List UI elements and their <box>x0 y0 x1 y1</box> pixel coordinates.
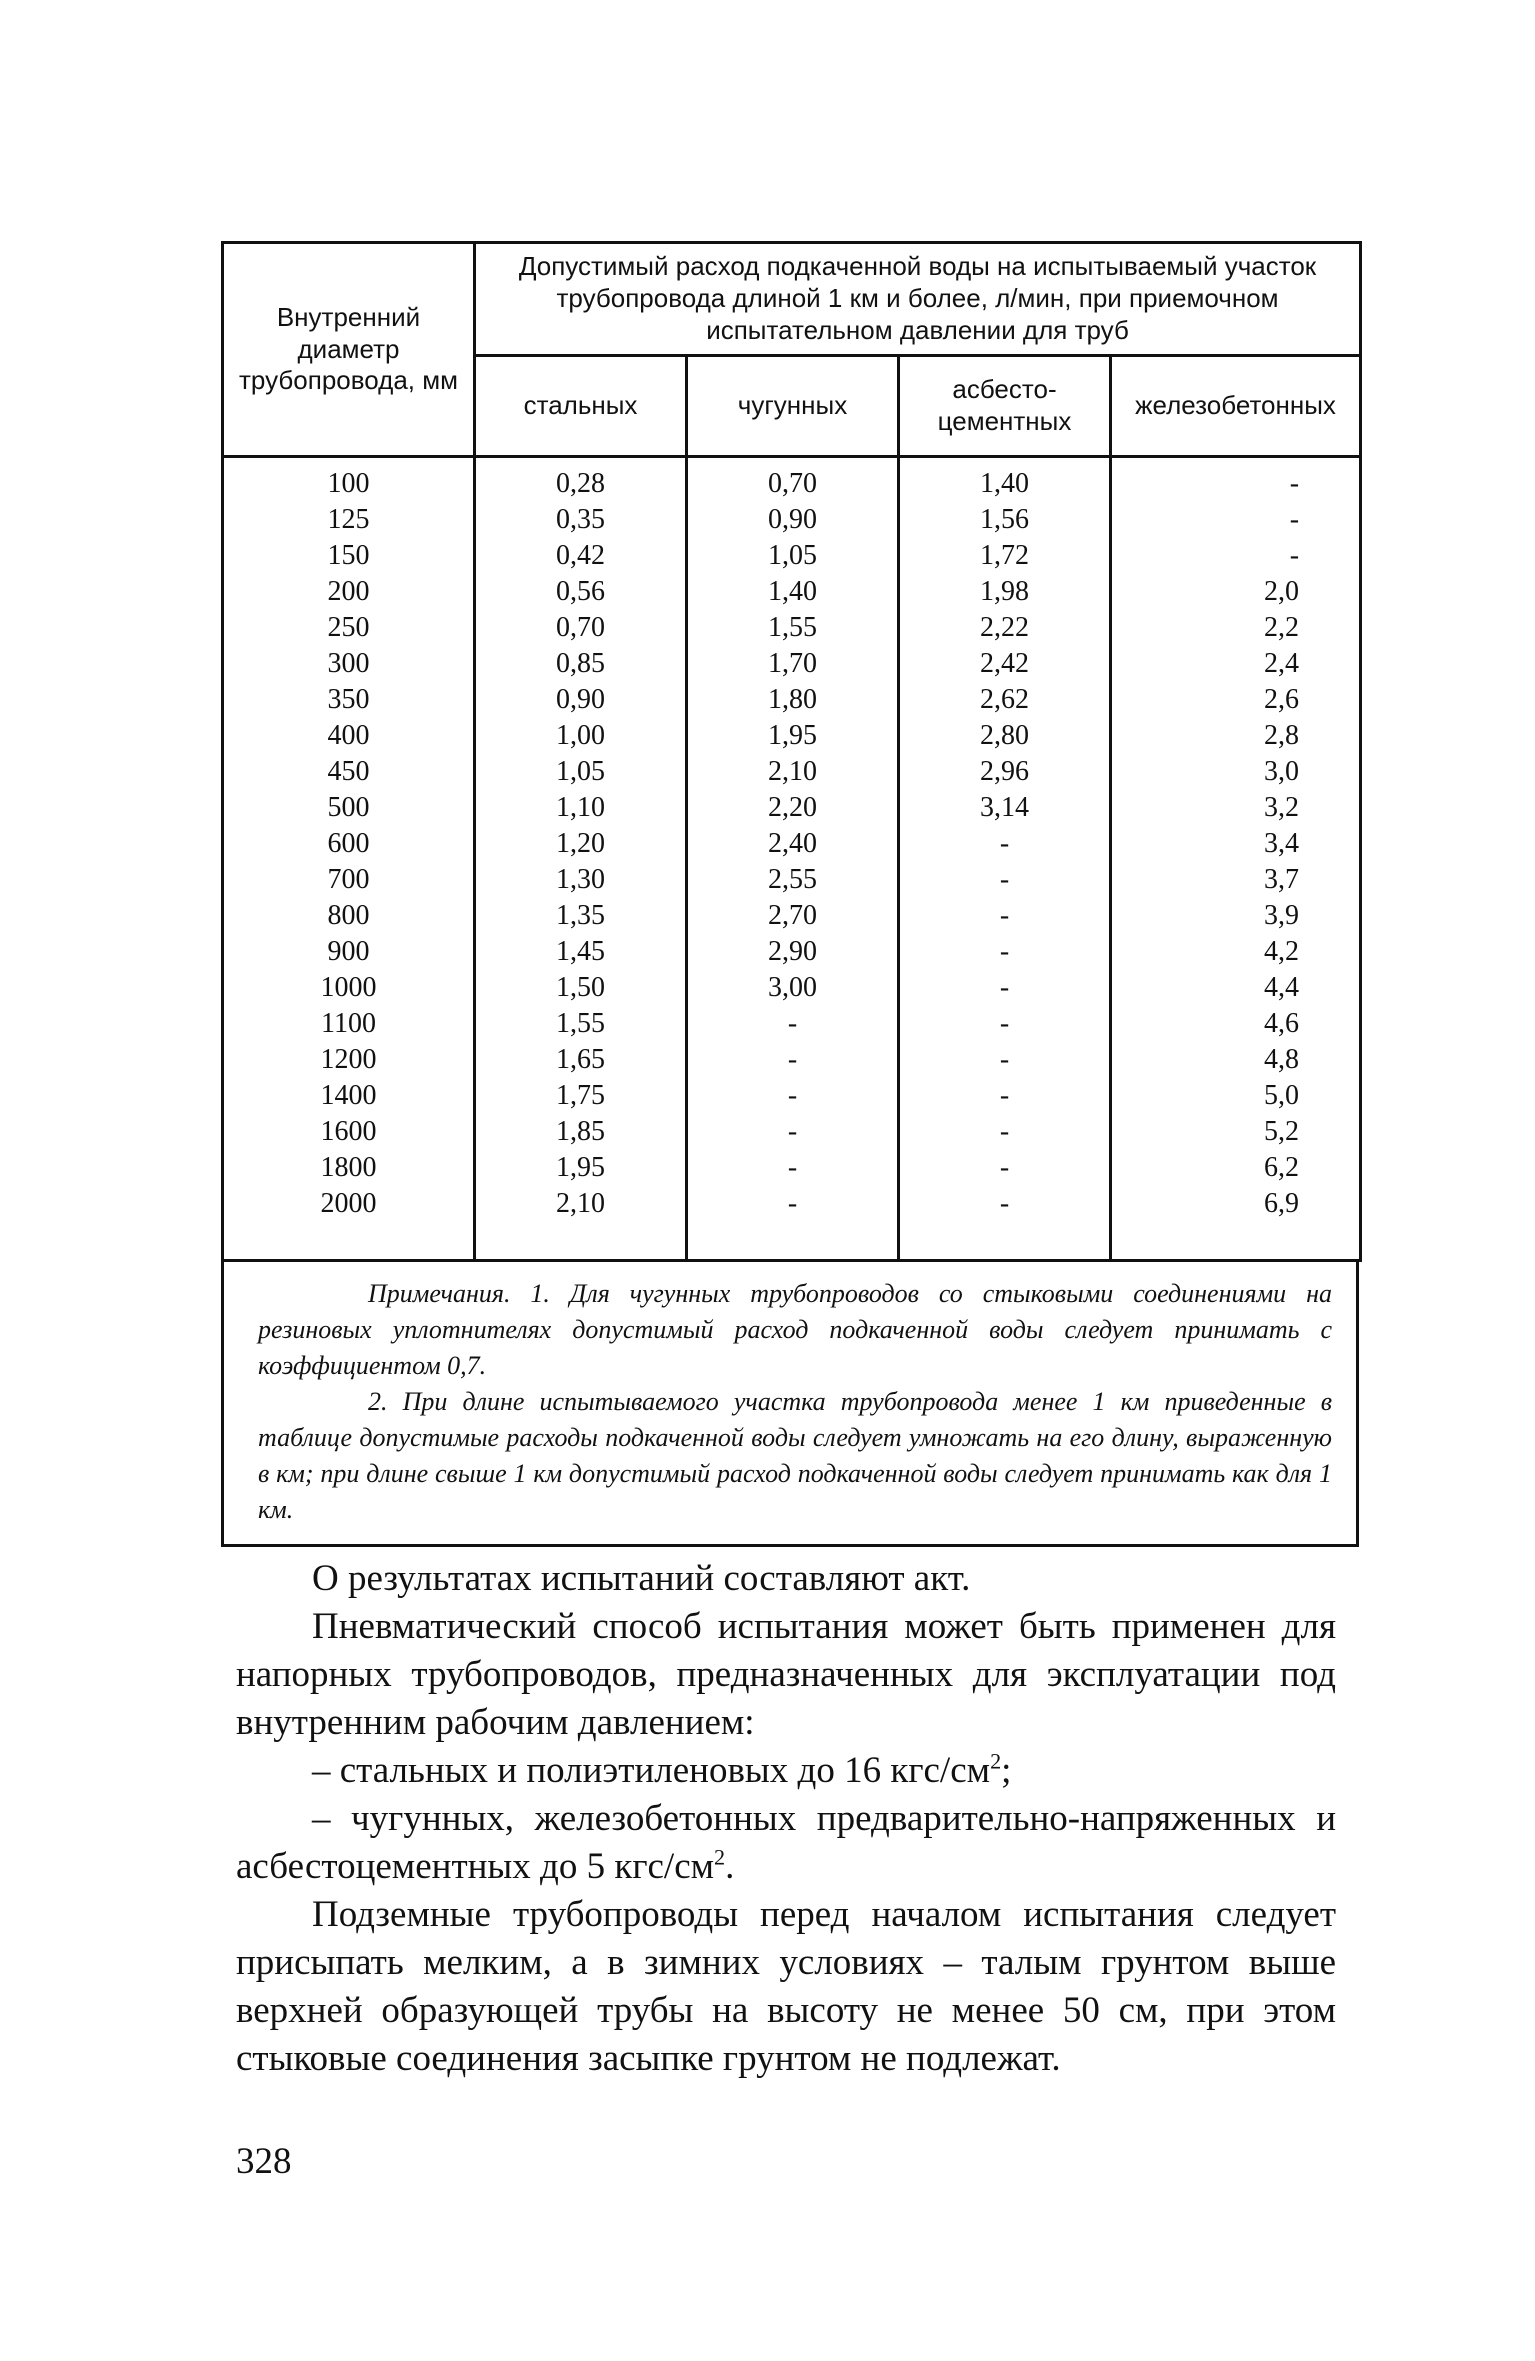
table-row <box>223 718 1361 754</box>
table-row <box>223 1114 1361 1150</box>
cell-asbestos: 2,80 <box>899 718 1111 754</box>
cell-steel: 1,35 <box>475 898 687 934</box>
cell-concrete: - <box>1111 457 1361 503</box>
cell-diameter: 125 <box>223 502 475 538</box>
cell-steel: 1,00 <box>475 718 687 754</box>
cell-concrete: 4,6 <box>1111 1006 1361 1042</box>
cell-steel: 0,70 <box>475 610 687 646</box>
cell-steel: 1,75 <box>475 1078 687 1114</box>
cell-cast-iron: - <box>687 1078 899 1114</box>
cell-steel: 1,45 <box>475 934 687 970</box>
cell-steel: 1,55 <box>475 1006 687 1042</box>
body-text <box>236 1555 1336 2083</box>
cell-cast-iron: - <box>687 1006 899 1042</box>
cell-cast-iron: 2,20 <box>687 790 899 826</box>
cell-concrete: 3,9 <box>1111 898 1361 934</box>
list-item-steel-end: ; <box>1001 1750 1012 1791</box>
cell-cast-iron: 2,70 <box>687 898 899 934</box>
cell-cast-iron: 1,70 <box>687 646 899 682</box>
header-steel: стальных <box>475 356 687 457</box>
cell-diameter: 700 <box>223 862 475 898</box>
cell-concrete: 5,0 <box>1111 1078 1361 1114</box>
cell-asbestos: - <box>899 1078 1111 1114</box>
cell-diameter: 150 <box>223 538 475 574</box>
table-row <box>223 502 1361 538</box>
cell-asbestos: 1,98 <box>899 574 1111 610</box>
cell-diameter: 300 <box>223 646 475 682</box>
table-row <box>223 1186 1361 1262</box>
cell-asbestos: - <box>899 1006 1111 1042</box>
cell-cast-iron: 1,55 <box>687 610 899 646</box>
cell-asbestos: - <box>899 826 1111 862</box>
cell-diameter: 1400 <box>223 1078 475 1114</box>
cell-asbestos: - <box>899 862 1111 898</box>
cell-concrete: 4,2 <box>1111 934 1361 970</box>
header-concrete: железобетонных <box>1111 356 1361 457</box>
cell-cast-iron: 2,55 <box>687 862 899 898</box>
cell-concrete: 5,2 <box>1111 1114 1361 1150</box>
cell-concrete: 2,8 <box>1111 718 1361 754</box>
cell-concrete: 2,6 <box>1111 682 1361 718</box>
table-row <box>223 826 1361 862</box>
cell-concrete: 6,2 <box>1111 1150 1361 1186</box>
cell-cast-iron: - <box>687 1150 899 1186</box>
cell-asbestos: 2,62 <box>899 682 1111 718</box>
cell-concrete: 2,2 <box>1111 610 1361 646</box>
cell-steel: 1,50 <box>475 970 687 1006</box>
cell-cast-iron: 2,10 <box>687 754 899 790</box>
cell-concrete: 3,2 <box>1111 790 1361 826</box>
table-row <box>223 682 1361 718</box>
cell-diameter: 100 <box>223 457 475 503</box>
table-notes <box>221 1259 1359 1547</box>
cell-steel: 0,42 <box>475 538 687 574</box>
cell-cast-iron: 1,95 <box>687 718 899 754</box>
cell-concrete: 2,0 <box>1111 574 1361 610</box>
table-row <box>223 646 1361 682</box>
cell-asbestos: 1,40 <box>899 457 1111 503</box>
cell-steel: 1,05 <box>475 754 687 790</box>
cell-steel: 1,85 <box>475 1114 687 1150</box>
cell-steel: 0,56 <box>475 574 687 610</box>
table-row <box>223 970 1361 1006</box>
table-row <box>223 934 1361 970</box>
cell-diameter: 250 <box>223 610 475 646</box>
cell-concrete: - <box>1111 502 1361 538</box>
table-row <box>223 1006 1361 1042</box>
cell-steel: 1,20 <box>475 826 687 862</box>
table-row <box>223 457 1361 503</box>
cell-steel: 1,95 <box>475 1150 687 1186</box>
cell-asbestos: - <box>899 898 1111 934</box>
cell-concrete: 6,9 <box>1111 1186 1361 1262</box>
note-1: Примечания. 1. Для чугунных трубопроводов со стыковыми соединениями на резиновых уплотнителях допустимый расход подкаченной воды следует принимать с коэффициентом 0,7. <box>258 1279 1332 1380</box>
cell-steel: 0,35 <box>475 502 687 538</box>
cell-cast-iron: 1,05 <box>687 538 899 574</box>
superscript: 2 <box>714 1844 726 1870</box>
list-item-cast-iron <box>236 1795 1336 1891</box>
cell-diameter: 1800 <box>223 1150 475 1186</box>
cell-steel: 1,10 <box>475 790 687 826</box>
cell-steel: 1,65 <box>475 1042 687 1078</box>
table-row <box>223 862 1361 898</box>
cell-asbestos: 2,42 <box>899 646 1111 682</box>
cell-diameter: 350 <box>223 682 475 718</box>
cell-diameter: 500 <box>223 790 475 826</box>
cell-diameter: 1000 <box>223 970 475 1006</box>
header-group: Допустимый расход подкаченной воды на испытываемый участок трубопровода длиной 1 км и более, л/мин, при приемочном испытательном давлении для труб <box>475 243 1361 356</box>
cell-cast-iron: 0,90 <box>687 502 899 538</box>
cell-diameter: 1100 <box>223 1006 475 1042</box>
header-cast-iron: чугунных <box>687 356 899 457</box>
header-asbestos: асбесто-цементных <box>899 356 1111 457</box>
table-row <box>223 574 1361 610</box>
cell-cast-iron: - <box>687 1114 899 1150</box>
cell-diameter: 1600 <box>223 1114 475 1150</box>
table-row <box>223 790 1361 826</box>
cell-cast-iron: 0,70 <box>687 457 899 503</box>
list-item-steel <box>236 1747 1336 1795</box>
cell-steel: 0,85 <box>475 646 687 682</box>
flow-rate-table <box>221 241 1362 1262</box>
cell-asbestos: 1,72 <box>899 538 1111 574</box>
table-row <box>223 538 1361 574</box>
list-item-cast-iron-text: – чугунных, железобетонных предварительно-напряженных и асбестоцементных до 5 кгс/см <box>236 1798 1336 1887</box>
cell-diameter: 1200 <box>223 1042 475 1078</box>
cell-concrete: - <box>1111 538 1361 574</box>
cell-cast-iron: - <box>687 1186 899 1262</box>
cell-cast-iron: 1,40 <box>687 574 899 610</box>
cell-cast-iron: 2,90 <box>687 934 899 970</box>
list-item-steel-text: – стальных и полиэтиленовых до 16 кгс/см <box>312 1750 991 1791</box>
flow-rate-table-block <box>221 241 1359 1547</box>
cell-concrete: 4,8 <box>1111 1042 1361 1078</box>
cell-cast-iron: 2,40 <box>687 826 899 862</box>
cell-concrete: 3,7 <box>1111 862 1361 898</box>
cell-asbestos: - <box>899 1114 1111 1150</box>
table-row <box>223 754 1361 790</box>
cell-asbestos: - <box>899 1042 1111 1078</box>
cell-diameter: 800 <box>223 898 475 934</box>
page-number: 328 <box>236 2141 292 2182</box>
cell-diameter: 200 <box>223 574 475 610</box>
header-diameter: Внутренний диаметр трубопровода, мм <box>223 243 475 457</box>
cell-cast-iron: - <box>687 1042 899 1078</box>
cell-diameter: 400 <box>223 718 475 754</box>
paragraph-underground: Подземные трубопроводы перед началом испытания следует присыпать мелким, а в зимних условиях – талым грунтом выше верхней образующей трубы на высоту не менее 50 см, при этом стыковые соединения засыпке грунтом не подлежат. <box>236 1894 1336 2079</box>
cell-steel: 0,90 <box>475 682 687 718</box>
cell-concrete: 3,0 <box>1111 754 1361 790</box>
cell-asbestos: 3,14 <box>899 790 1111 826</box>
cell-cast-iron: 1,80 <box>687 682 899 718</box>
cell-cast-iron: 3,00 <box>687 970 899 1006</box>
table-row <box>223 1150 1361 1186</box>
cell-steel: 2,10 <box>475 1186 687 1262</box>
paragraph-pneumatic: Пневматический способ испытания может быть применен для напорных трубопроводов, предназначенных для эксплуатации под внутренним рабочим давлением: <box>236 1606 1336 1743</box>
cell-concrete: 4,4 <box>1111 970 1361 1006</box>
cell-asbestos: - <box>899 1150 1111 1186</box>
cell-diameter: 450 <box>223 754 475 790</box>
cell-diameter: 900 <box>223 934 475 970</box>
cell-concrete: 3,4 <box>1111 826 1361 862</box>
cell-asbestos: 2,96 <box>899 754 1111 790</box>
table-row <box>223 610 1361 646</box>
cell-concrete: 2,4 <box>1111 646 1361 682</box>
table-body <box>223 457 1361 1263</box>
cell-diameter: 600 <box>223 826 475 862</box>
table-row <box>223 898 1361 934</box>
cell-asbestos: - <box>899 1186 1111 1262</box>
paragraph-act: О результатах испытаний составляют акт. <box>312 1558 971 1599</box>
superscript: 2 <box>990 1748 1002 1774</box>
cell-diameter: 2000 <box>223 1186 475 1262</box>
cell-asbestos: - <box>899 970 1111 1006</box>
note-2: 2. При длине испытываемого участка трубопровода менее 1 км приведенные в таблице допустимые расходы подкаченной воды следует умножать на его длину, выраженную в км; при длине свыше 1 км допустимый расход подкаченной воды следует принимать как для 1 км. <box>258 1387 1332 1524</box>
table-row <box>223 1078 1361 1114</box>
cell-steel: 1,30 <box>475 862 687 898</box>
cell-asbestos: - <box>899 934 1111 970</box>
table-row <box>223 1042 1361 1078</box>
cell-asbestos: 2,22 <box>899 610 1111 646</box>
cell-steel: 0,28 <box>475 457 687 503</box>
cell-asbestos: 1,56 <box>899 502 1111 538</box>
list-item-cast-iron-end: . <box>725 1846 735 1887</box>
